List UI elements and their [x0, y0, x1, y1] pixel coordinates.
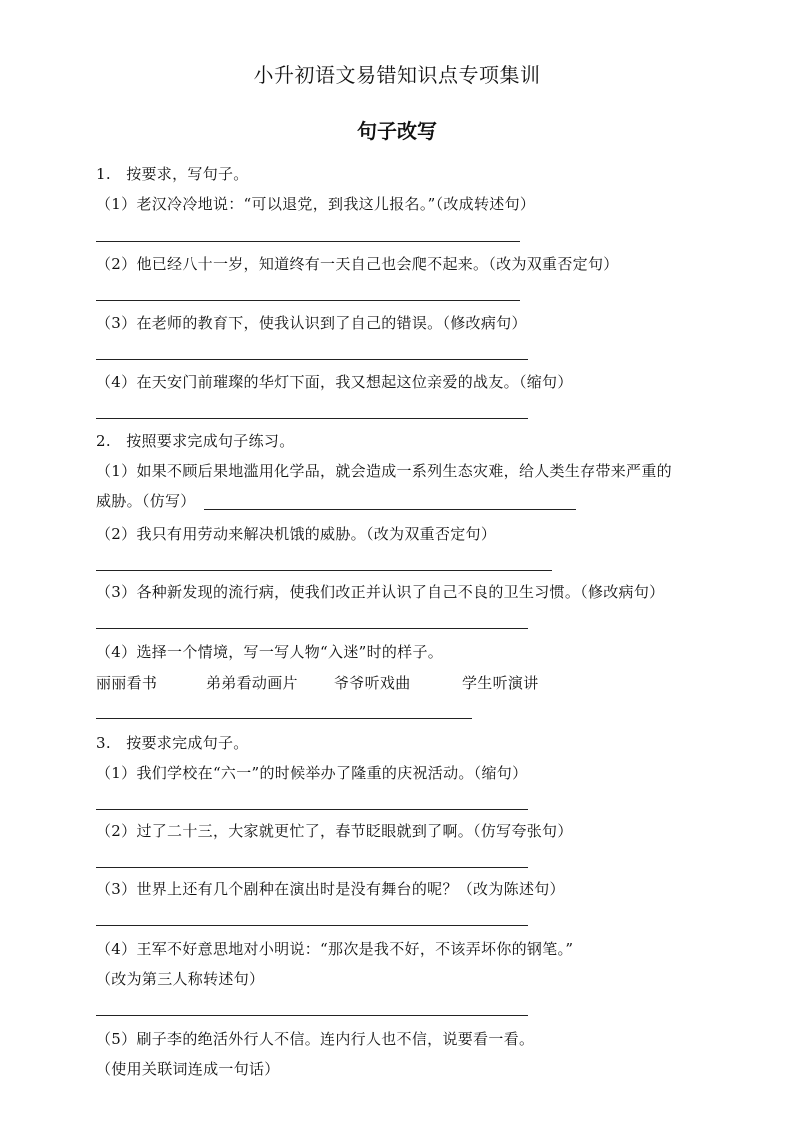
section-2-item-1: （1）如果不顾后果地滥用化学品，就会造成一系列生态灾难，给人类生存带来严重的 — [96, 462, 672, 480]
section-1-item-3: （3）在老师的教育下，使我认识到了自己的错误。（修改病句） — [96, 314, 527, 332]
answer-line-3-1[interactable] — [96, 809, 528, 810]
section-1-heading: 1. 按要求，写句子。 — [96, 165, 249, 183]
option-4: 学生听演讲 — [462, 674, 539, 692]
section-3-item-4-instruction: （改为第三人称转述句） — [96, 970, 265, 988]
answer-line-3-2[interactable] — [96, 867, 528, 868]
option-3: 爷爷听戏曲 — [334, 674, 411, 692]
page-title: 小升初语文易错知识点专项集训 — [253, 63, 541, 87]
section-2-heading: 2. 按照要求完成句子练习。 — [96, 432, 295, 450]
page-subtitle: 句子改写 — [357, 119, 437, 143]
answer-line-1-1[interactable] — [96, 241, 520, 242]
answer-line-2-4[interactable] — [96, 718, 472, 719]
section-2-item-1-cont: 威胁。（仿写） — [96, 492, 196, 510]
section-1-item-2: （2）他已经八十一岁，知道终有一天自己也会爬不起来。（改为双重否定句） — [96, 255, 619, 273]
section-3-item-4: （4）王军不好意思地对小明说：“那次是我不好，不该弄坏你的钢笔。” — [96, 940, 574, 958]
section-3-item-5: （5）刷子李的绝活外行人不信。连内行人也不信，说要看一看。 — [96, 1030, 535, 1048]
section-3-item-2: （2）过了二十三，大家就更忙了，春节眨眼就到了啊。（仿写夸张句） — [96, 822, 573, 840]
answer-line-1-4[interactable] — [96, 418, 528, 419]
answer-line-3-3[interactable] — [96, 925, 528, 926]
answer-line-2-2[interactable] — [96, 570, 552, 571]
section-1-item-4: （4）在天安门前璀璨的华灯下面，我又想起这位亲爱的战友。（缩句） — [96, 373, 573, 391]
section-2-item-2: （2）我只有用劳动来解决机饿的威胁。（改为双重否定句） — [96, 525, 497, 543]
section-3-item-5-instruction: （使用关联词连成一句话） — [96, 1060, 280, 1078]
section-2-item-3: （3）各种新发现的流行病，使我们改正并认识了自己不良的卫生习惯。（修改病句） — [96, 583, 665, 601]
option-2: 弟弟看动画片 — [206, 674, 298, 692]
answer-line-2-3[interactable] — [96, 628, 528, 629]
option-1: 丽丽看书 — [96, 674, 158, 692]
answer-line-1-2[interactable] — [96, 300, 520, 301]
answer-line-2-1[interactable] — [204, 509, 576, 510]
section-3-item-3: （3）世界上还有几个剧种在演出时是没有舞台的呢？（改为陈述句） — [96, 880, 565, 898]
answer-line-1-3[interactable] — [96, 359, 528, 360]
section-2-item-4: （4）选择一个情境，写一写人物“入迷”时的样子。 — [96, 643, 444, 661]
section-1-item-1: （1）老汉冷冷地说：“可以退党，到我这儿报名。”（改成转述句） — [96, 195, 536, 213]
answer-line-3-4[interactable] — [96, 1015, 528, 1016]
section-3-item-1: （1）我们学校在“六一”的时候举办了隆重的庆祝活动。（缩句） — [96, 764, 528, 782]
section-3-heading: 3. 按要求完成句子。 — [96, 734, 249, 752]
